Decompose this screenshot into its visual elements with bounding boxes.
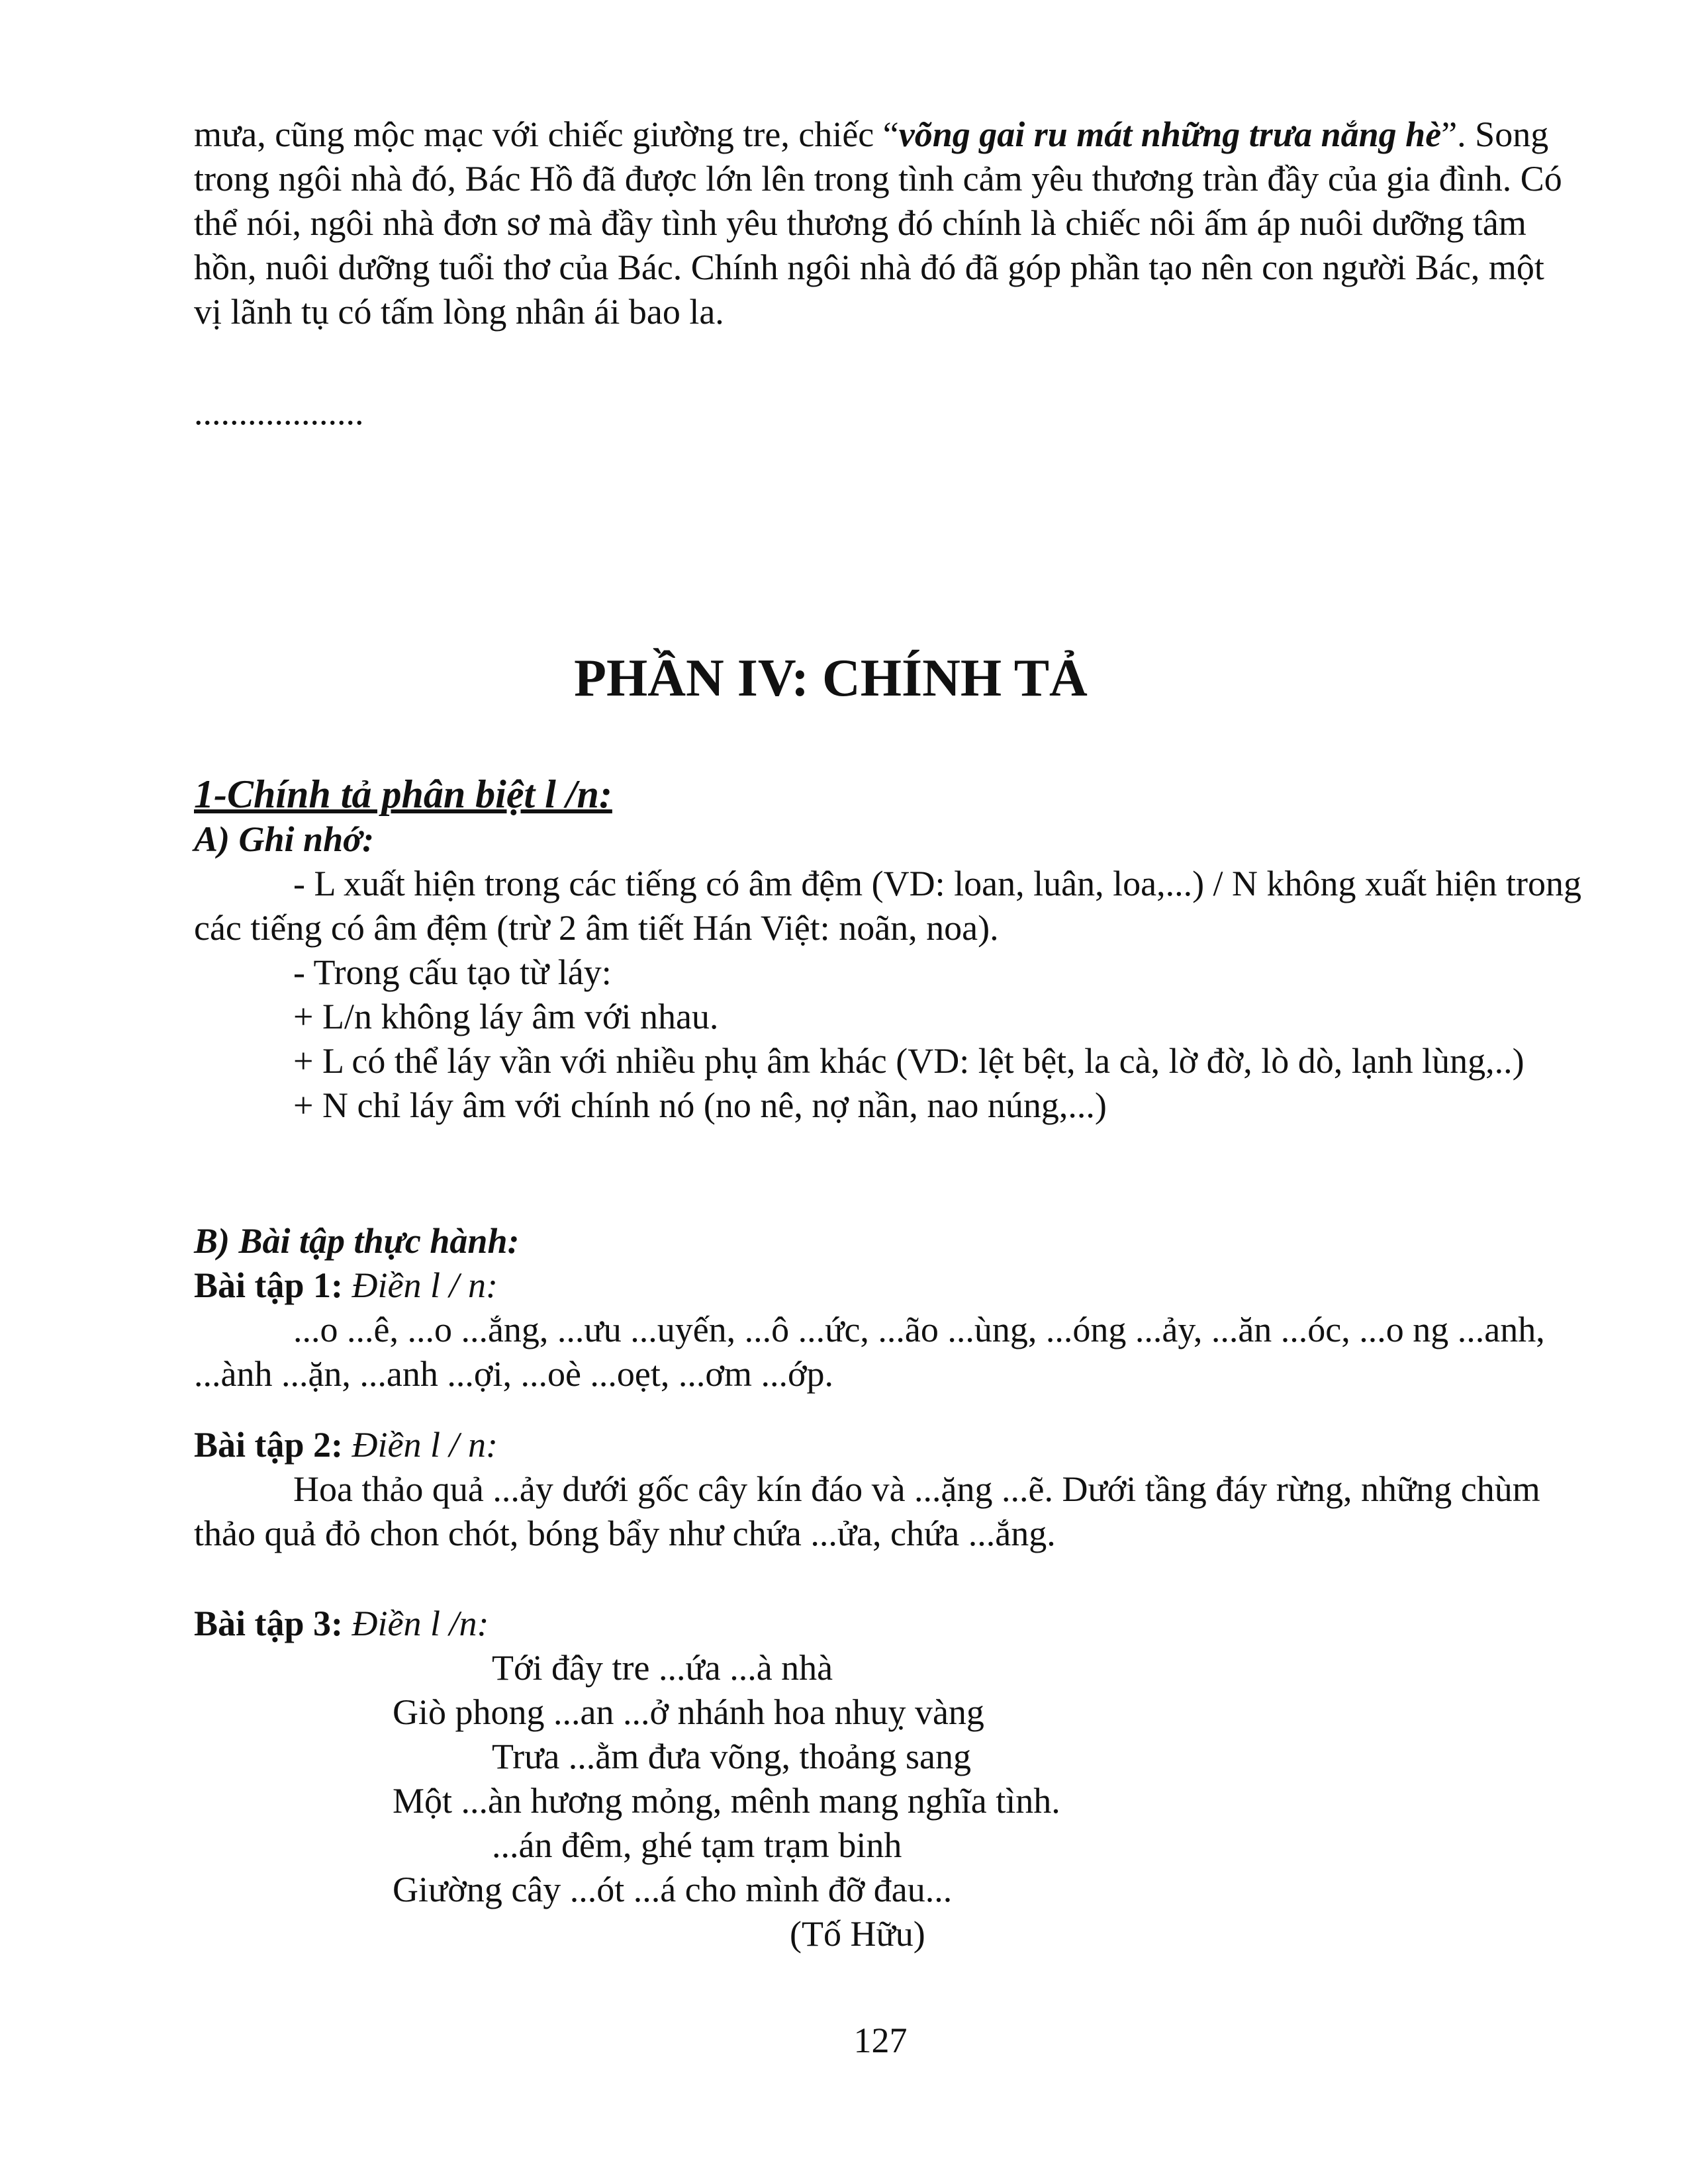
poem-line: ...án đêm, ghé tạm trạm binh xyxy=(492,1825,902,1865)
practice-section xyxy=(194,1219,1591,1396)
exercise-3 xyxy=(194,1602,1591,1956)
exercise-1-instruction: Điền l / n: xyxy=(352,1265,498,1305)
exercise-2-heading xyxy=(194,1423,1591,1467)
section-spelling-l-n xyxy=(194,771,1591,1128)
memo-item: + N chỉ láy âm với chính nó (no nê, nợ nần, nao núng,...) xyxy=(293,1085,1107,1125)
poem-author: (Tố Hữu) xyxy=(790,1914,925,1954)
exercise-1-label: Bài tập 1: xyxy=(194,1265,344,1305)
intro-line1-end: ”. xyxy=(1441,114,1466,154)
section-title: 1-Chính tả phân biệt l /n: xyxy=(194,772,612,816)
intro-text xyxy=(194,113,1577,334)
practice-heading: B) Bài tập thực hành: xyxy=(194,1221,520,1261)
poem-line: Một ...àn hương mỏng, mênh mang nghĩa tình. xyxy=(393,1781,1060,1821)
exercise-2-text: Hoa thảo quả ...ảy dưới gốc cây kín đáo và ...ặng ...ẽ. Dưới tầng đáy rừng, những chùm thảo quả đỏ chon chót, bóng bẩy như chứa ...ửa, chứa ...ắng. xyxy=(194,1469,1540,1553)
poem-line: Trưa ...ằm đưa võng, thoảng sang xyxy=(492,1737,971,1776)
part-title: PHẦN IV: CHÍNH TẢ xyxy=(574,649,1088,707)
intro-paragraph xyxy=(194,113,1577,334)
intro-line1-text: mưa, cũng mộc mạc với chiếc giường tre, chiếc “ xyxy=(194,114,899,154)
poem-line: Giò phong ...an ...ở nhánh hoa nhuỵ vàng xyxy=(393,1692,984,1732)
intro-quote: võng gai ru mát những trưa nắng hè xyxy=(898,114,1442,154)
memo-item: + L/n không láy âm với nhau. xyxy=(293,997,719,1036)
ellipsis-line: ................... xyxy=(194,392,364,432)
memo-item: - Trong cấu tạo từ láy: xyxy=(293,952,612,992)
exercise-2-label: Bài tập 2: xyxy=(194,1425,344,1465)
intro-rest-text: Song trong ngôi nhà đó, Bác Hồ đã được lớn lên trong tình cảm yêu thương tràn đầy của gia đình. Có thể nói, ngôi nhà đơn sơ mà đầy tình yêu thương đó chính là chiếc nôi ấm áp nuôi dưỡng tâm hồn, nuôi dưỡng tuổi thơ của Bác. Chính ngôi nhà đó đã góp phần tạo nên con người Bác, một vị lãnh tụ có tấm lòng nhân ái bao la. xyxy=(194,114,1562,332)
exercise-3-instruction: Điền l /n: xyxy=(352,1604,489,1643)
poem-line: Giường cây ...ót ...á cho mình đỡ đau... xyxy=(393,1870,953,1909)
exercise-2-instruction: Điền l / n: xyxy=(352,1425,498,1465)
exercise-1-heading xyxy=(194,1263,1591,1308)
exercise-3-label: Bài tập 3: xyxy=(194,1604,344,1643)
exercise-3-heading xyxy=(194,1602,1591,1646)
exercise-1-text: ...o ...ê, ...o ...ắng, ...ưu ...uyến, ...ô ...ức, ...ão ...ùng, ...óng ...ảy, ...ăn ...óc, ...o ng ...anh, ...ành ...ặn, ...anh ...ợi, ...oè ...oẹt, ...ơm ...ớp. xyxy=(194,1310,1545,1394)
memo-item: + L có thể láy vần với nhiều phụ âm khác (VD: lệt bệt, la cà, lờ đờ, lò dò, lạnh lùng,..) xyxy=(293,1041,1524,1081)
page-number: 127 xyxy=(853,2021,908,2060)
exercise-2 xyxy=(194,1423,1591,1556)
poem-line: Tới đây tre ...ứa ...à nhà xyxy=(492,1648,833,1688)
memo-item: - L xuất hiện trong các tiếng có âm đệm (VD: loan, luân, loa,...) / N không xuất hiện trong các tiếng có âm đệm (trừ 2 âm tiết Hán Việt: noãn, noa). xyxy=(194,864,1581,948)
memo-heading: A) Ghi nhớ: xyxy=(194,819,375,859)
